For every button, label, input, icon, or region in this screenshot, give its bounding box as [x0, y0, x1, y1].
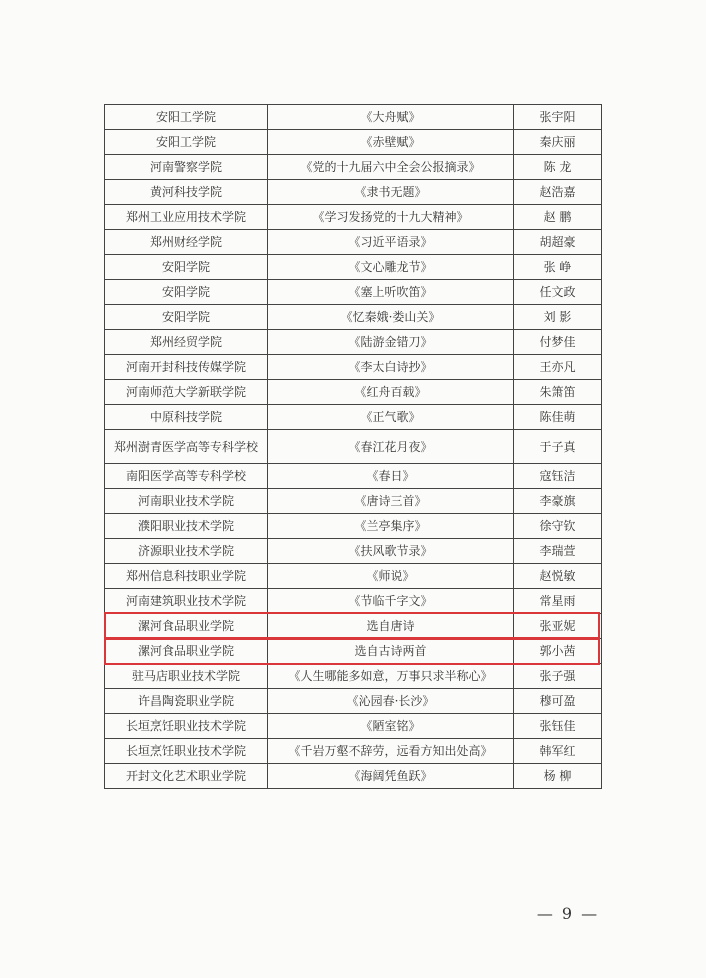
- table-row: [105, 764, 602, 789]
- school-cell: 安阳学院: [105, 280, 268, 305]
- school-cell: 濮阳职业技术学院: [105, 514, 268, 539]
- name-cell: 寇钰洁: [514, 464, 602, 489]
- name-cell: 王亦凡: [514, 355, 602, 380]
- table-row: [105, 230, 602, 255]
- school-cell: 长垣烹饪职业技术学院: [105, 739, 268, 764]
- table-row: [105, 405, 602, 430]
- school-cell: 驻马店职业技术学院: [105, 664, 268, 689]
- table-row: [105, 464, 602, 489]
- work-cell: 《学习发扬党的十九大精神》: [268, 205, 514, 230]
- work-cell: 《沁园春·长沙》: [268, 689, 514, 714]
- name-cell: 张亚妮: [514, 614, 602, 639]
- work-cell: 《塞上听吹笛》: [268, 280, 514, 305]
- table-row: [105, 589, 602, 614]
- work-cell: 《春日》: [268, 464, 514, 489]
- table-row: [105, 614, 602, 639]
- work-cell: 《李太白诗抄》: [268, 355, 514, 380]
- table-row: [105, 689, 602, 714]
- name-cell: 李瑞萱: [514, 539, 602, 564]
- table-row: [105, 664, 602, 689]
- table-row: [105, 639, 602, 664]
- table-row: [105, 564, 602, 589]
- name-cell: 秦庆丽: [514, 130, 602, 155]
- work-cell: 《隶书无题》: [268, 180, 514, 205]
- name-cell: 胡超豪: [514, 230, 602, 255]
- table-row: [105, 430, 602, 464]
- school-cell: 郑州澍青医学高等专科学校: [105, 430, 268, 464]
- work-cell: 选自唐诗: [268, 614, 514, 639]
- work-cell: 《忆秦娥·娄山关》: [268, 305, 514, 330]
- work-cell: 《陋室铭》: [268, 714, 514, 739]
- name-cell: 李豪旗: [514, 489, 602, 514]
- school-cell: 中原科技学院: [105, 405, 268, 430]
- work-cell: 《党的十九届六中全会公报摘录》: [268, 155, 514, 180]
- roster-body: [105, 105, 602, 789]
- table-row: [105, 380, 602, 405]
- school-cell: 河南师范大学新联学院: [105, 380, 268, 405]
- school-cell: 漯河食品职业学院: [105, 639, 268, 664]
- name-cell: 朱箫笛: [514, 380, 602, 405]
- work-cell: 《大舟赋》: [268, 105, 514, 130]
- school-cell: 河南职业技术学院: [105, 489, 268, 514]
- table-row: [105, 539, 602, 564]
- table-row: [105, 205, 602, 230]
- name-cell: 赵浩嘉: [514, 180, 602, 205]
- school-cell: 安阳学院: [105, 255, 268, 280]
- table-row: [105, 130, 602, 155]
- table-row: [105, 514, 602, 539]
- school-cell: 河南警察学院: [105, 155, 268, 180]
- name-cell: 于子真: [514, 430, 602, 464]
- school-cell: 河南开封科技传媒学院: [105, 355, 268, 380]
- name-cell: 陈 龙: [514, 155, 602, 180]
- work-cell: 《师说》: [268, 564, 514, 589]
- table-row: [105, 155, 602, 180]
- work-cell: 《习近平语录》: [268, 230, 514, 255]
- work-cell: 《千岩万壑不辞劳，远看方知出处高》: [268, 739, 514, 764]
- name-cell: 陈佳萌: [514, 405, 602, 430]
- name-cell: 穆可盈: [514, 689, 602, 714]
- award-roster-table: [104, 104, 602, 789]
- school-cell: 郑州信息科技职业学院: [105, 564, 268, 589]
- work-cell: 选自古诗两首: [268, 639, 514, 664]
- table-row: [105, 355, 602, 380]
- school-cell: 长垣烹饪职业技术学院: [105, 714, 268, 739]
- name-cell: 郭小茜: [514, 639, 602, 664]
- school-cell: 黄河科技学院: [105, 180, 268, 205]
- school-cell: 安阳工学院: [105, 130, 268, 155]
- name-cell: 张 峥: [514, 255, 602, 280]
- work-cell: 《文心雕龙节》: [268, 255, 514, 280]
- name-cell: 杨 柳: [514, 764, 602, 789]
- table-row: [105, 305, 602, 330]
- name-cell: 徐守钦: [514, 514, 602, 539]
- table-row: [105, 105, 602, 130]
- work-cell: 《兰亭集序》: [268, 514, 514, 539]
- work-cell: 《唐诗三首》: [268, 489, 514, 514]
- work-cell: 《赤壁赋》: [268, 130, 514, 155]
- name-cell: 赵 鹏: [514, 205, 602, 230]
- school-cell: 漯河食品职业学院: [105, 614, 268, 639]
- school-cell: 郑州财经学院: [105, 230, 268, 255]
- work-cell: 《扶风歌节录》: [268, 539, 514, 564]
- school-cell: 河南建筑职业技术学院: [105, 589, 268, 614]
- name-cell: 张子强: [514, 664, 602, 689]
- school-cell: 郑州工业应用技术学院: [105, 205, 268, 230]
- table-row: [105, 489, 602, 514]
- name-cell: 张宇阳: [514, 105, 602, 130]
- table-row: [105, 714, 602, 739]
- table-row: [105, 330, 602, 355]
- school-cell: 许昌陶瓷职业学院: [105, 689, 268, 714]
- work-cell: 《红舟百载》: [268, 380, 514, 405]
- table-row: [105, 280, 602, 305]
- work-cell: 《节临千字文》: [268, 589, 514, 614]
- school-cell: 开封文化艺术职业学院: [105, 764, 268, 789]
- name-cell: 付梦佳: [514, 330, 602, 355]
- name-cell: 赵悦敏: [514, 564, 602, 589]
- work-cell: 《陆游金错刀》: [268, 330, 514, 355]
- table-row: [105, 180, 602, 205]
- table-row: [105, 739, 602, 764]
- school-cell: 安阳学院: [105, 305, 268, 330]
- work-cell: 《人生哪能多如意，万事只求半称心》: [268, 664, 514, 689]
- work-cell: 《春江花月夜》: [268, 430, 514, 464]
- school-cell: 南阳医学高等专科学校: [105, 464, 268, 489]
- work-cell: 《海阔凭鱼跃》: [268, 764, 514, 789]
- table-row: [105, 255, 602, 280]
- name-cell: 常星雨: [514, 589, 602, 614]
- page-number: — 9 —: [536, 904, 600, 923]
- school-cell: 安阳工学院: [105, 105, 268, 130]
- name-cell: 刘 影: [514, 305, 602, 330]
- name-cell: 任文政: [514, 280, 602, 305]
- school-cell: 郑州经贸学院: [105, 330, 268, 355]
- name-cell: 张钰佳: [514, 714, 602, 739]
- school-cell: 济源职业技术学院: [105, 539, 268, 564]
- work-cell: 《正气歌》: [268, 405, 514, 430]
- name-cell: 韩军红: [514, 739, 602, 764]
